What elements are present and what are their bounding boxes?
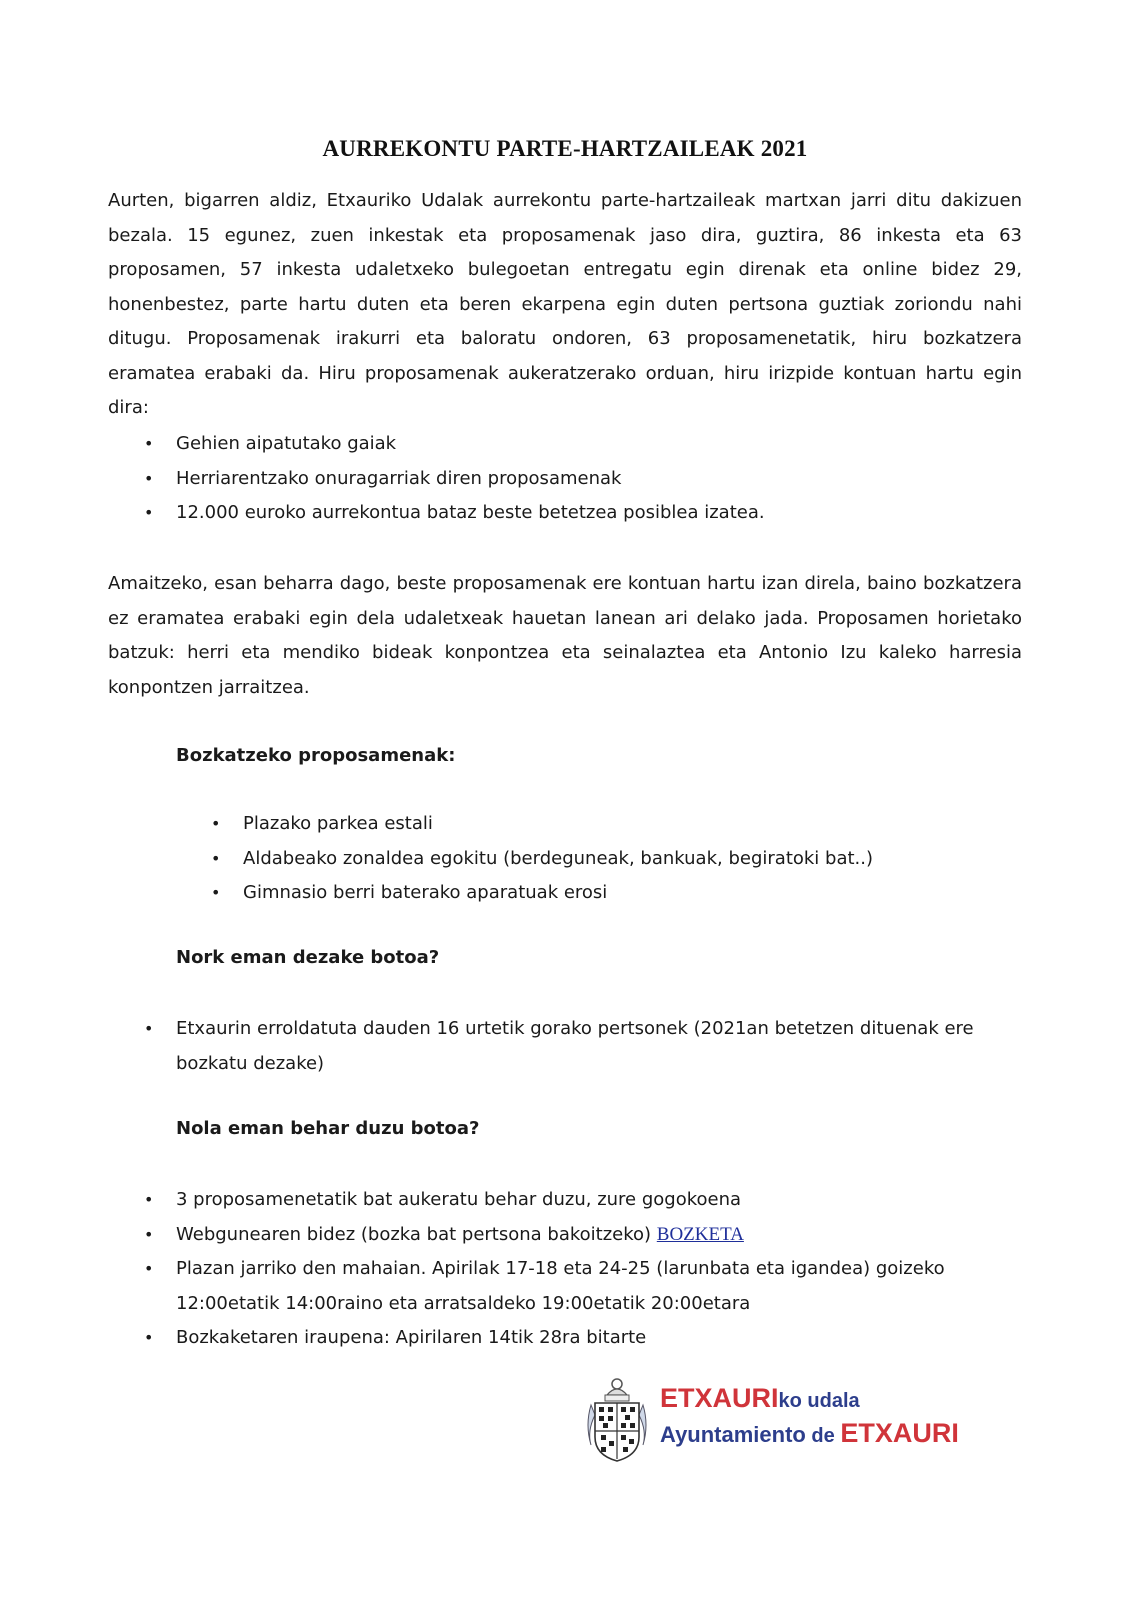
- coat-of-arms-icon: [583, 1375, 651, 1465]
- municipality-logo: [583, 1375, 983, 1467]
- how-list: [144, 1183, 1022, 1356]
- intro-paragraph: Aurten, bigarren aldiz, Etxauriko Udalak aurrekontu parte-hartzaileak martxan jarri ditu dakizuen bezala. 15 egunez, zuen inkestak eta proposamenak jaso dira, guztira, 86 inkesta eta 63 proposamen, 57 inkesta udaletxeko bulegoetan entregatu egin direnak eta online bidez 29, honenbestez, parte hartu duten eta beren ekarpena egin duten pertsona guztiak zoriondu nahi ditugu. Proposamenak irakurri eta baloratu ondoren, 63 proposamenetatik, hiru bozkatzera eramatea erabaki da. Hiru proposamenak aukeratzerako orduan, hiru irizpide kontuan hartu egin dira:: [108, 190, 1022, 418]
- bozketa-link[interactable]: BOZKETA: [656, 1223, 744, 1245]
- bullet-icon: •: [144, 434, 154, 453]
- criteria-list: [144, 427, 1022, 531]
- who-heading: Nork eman dezake botoa?: [176, 947, 440, 968]
- bullet-icon: •: [144, 1019, 154, 1038]
- list-item: • Etxaurin erroldatuta dauden 16 urtetik gorako pertsonek (2021an betetzen dituenak ere bozkatu dezake): [176, 1012, 1022, 1081]
- list-item: • Aldabeako zonaldea egokitu (berdeguneak, bankuak, begiratoki bat..): [243, 842, 1023, 877]
- bullet-icon: •: [144, 1224, 154, 1244]
- list-item: • 12.000 euroko aurrekontua bataz beste betetzea posiblea izatea.: [176, 496, 1022, 531]
- list-item: • Gimnasio berri baterako aparatuak erosi: [243, 876, 1023, 911]
- list-item: • 3 proposamenetatik bat aukeratu behar duzu, zure gogokoena: [176, 1183, 1022, 1218]
- bullet-icon: •: [144, 1190, 154, 1209]
- list-item: • Gehien aipatutako gaiak: [176, 427, 1022, 462]
- bullet-icon: •: [144, 468, 154, 488]
- proposals-list: [211, 807, 1023, 911]
- bullet-icon: •: [144, 1259, 154, 1278]
- list-item: • Plazako parkea estali: [243, 807, 1023, 842]
- bullet-icon: •: [144, 1328, 154, 1347]
- bullet-icon: •: [144, 503, 154, 522]
- bullet-icon: •: [211, 814, 221, 833]
- proposals-heading: Bozkatzeko proposamenak:: [176, 745, 456, 766]
- list-item: • Bozkaketaren iraupena: Apirilaren 14tik 28ra bitarte: [176, 1321, 1022, 1356]
- who-list: [144, 1012, 1022, 1081]
- list-item: • Plazan jarriko den mahaian. Apirilak 17-18 eta 24-25 (larunbata eta igandea) goizeko 12:00etatik 14:00raino eta arratsaldeko 19:00etatik 20:00etara: [176, 1252, 1022, 1321]
- bullet-icon: •: [211, 848, 221, 868]
- closing-paragraph: Amaitzeko, esan beharra dago, beste proposamenak ere kontuan hartu izan direla, baino bozkatzera ez eramatea erabaki egin dela udaletxeak hauetan lanean ari delako jada. Proposamen horietako batzuk: herri eta mendiko bideak konpontzea eta seinalaztea eta Antonio Izu kaleko harresia konpontzen jarraitzea.: [108, 573, 1022, 698]
- how-heading: Nola eman behar duzu botoa?: [176, 1118, 480, 1139]
- bullet-icon: •: [211, 883, 221, 902]
- page-title: AURREKONTU PARTE-HARTZAILEAK 2021: [322, 136, 808, 161]
- list-item: • Webgunearen bidez (bozka bat pertsona bakoitzeko) BOZKETA: [176, 1218, 1022, 1253]
- list-item: • Herriarentzako onuragarriak diren proposamenak: [176, 462, 1022, 497]
- logo-wordmark: ETXAURIko udala Ayuntamiento de ETXAURI: [660, 1383, 959, 1448]
